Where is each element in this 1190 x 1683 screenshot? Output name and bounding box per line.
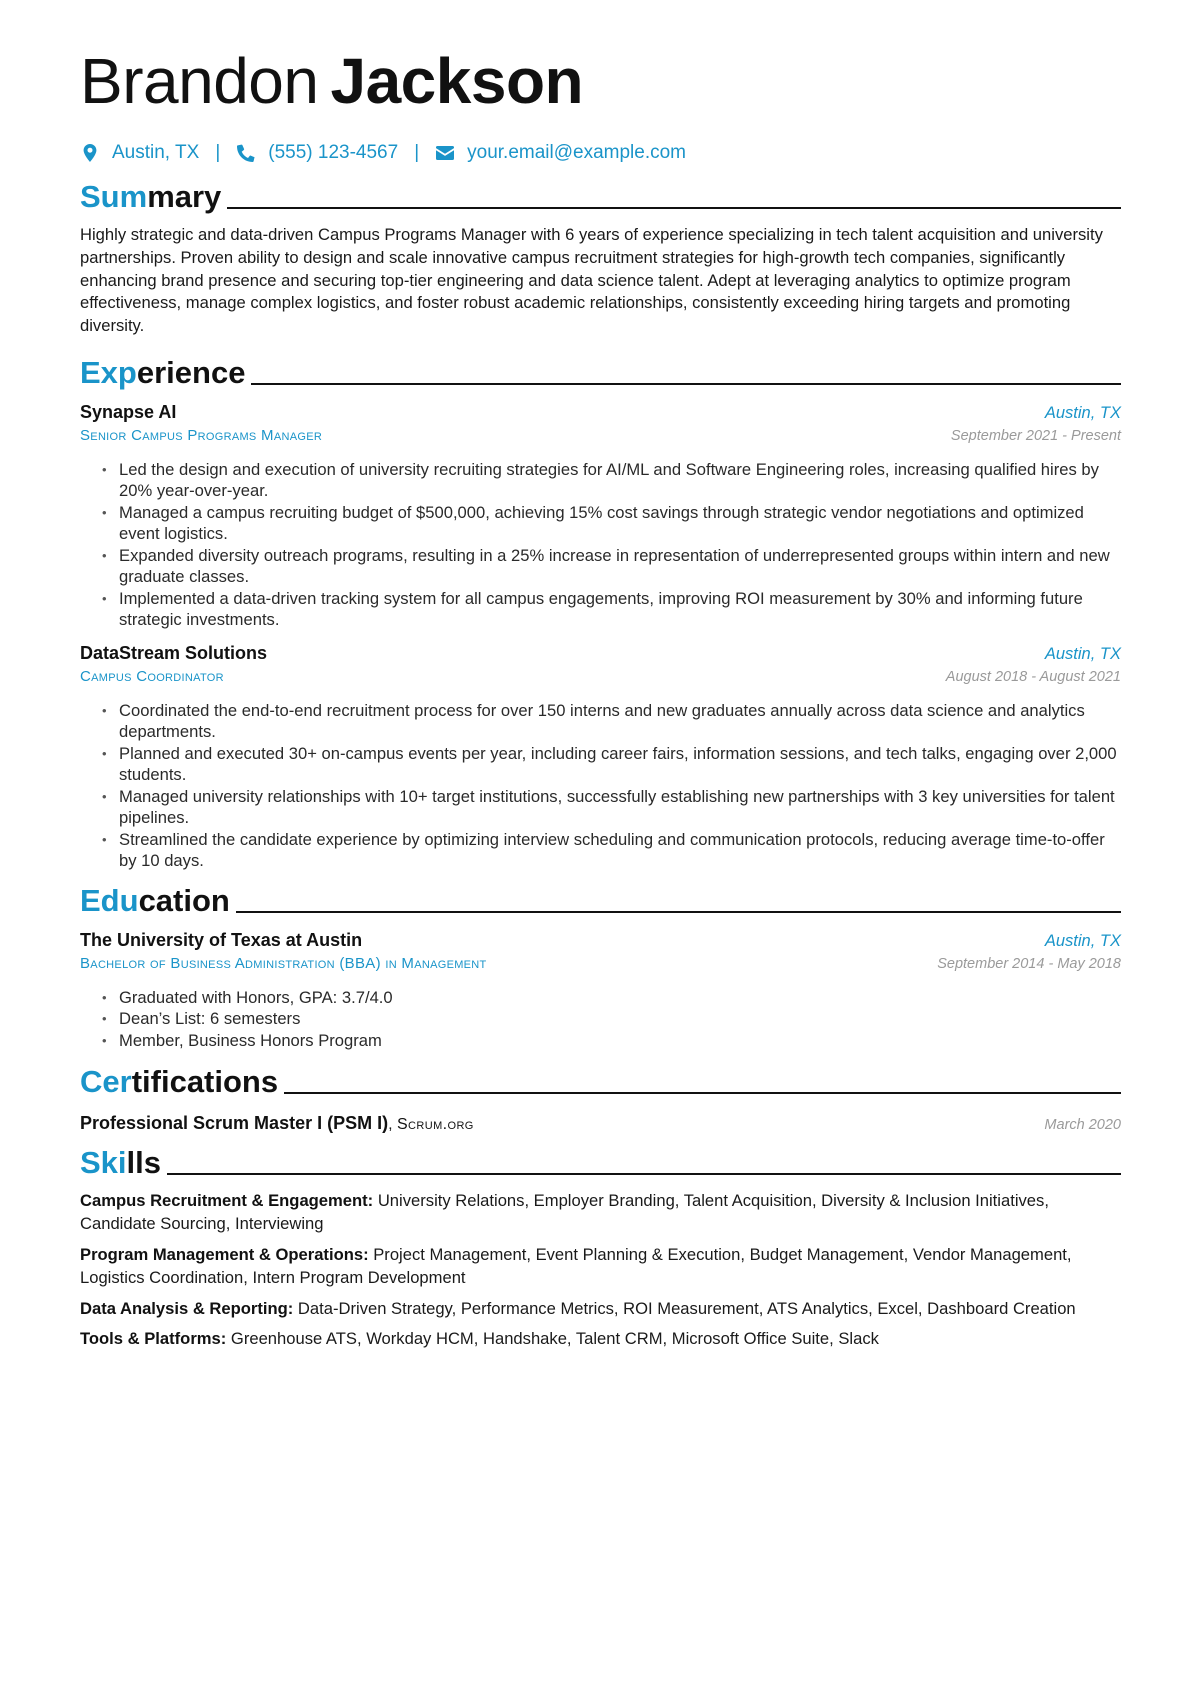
- education-details-list: [80, 987, 1121, 1052]
- list-item: • Expanded diversity outreach programs, resulting in a 25% increase in representation of underrepresented groups within intern and new graduate classes.: [80, 545, 1121, 588]
- phone-text[interactable]: (555) 123-4567: [268, 142, 399, 163]
- contact-separator: |: [215, 142, 221, 163]
- school-name: The University of Texas at Austin: [80, 929, 363, 950]
- section-rule: [167, 1173, 1121, 1175]
- resume-page: [80, 38, 1121, 1351]
- entry-location: Austin, TX: [1044, 403, 1121, 422]
- section-title-accent: Cer: [80, 1064, 132, 1100]
- entry-subheader: [80, 425, 1121, 447]
- contact-line: [80, 138, 1121, 168]
- experience-entry: [80, 400, 1121, 631]
- skill-category: Tools & Platforms:: [80, 1329, 227, 1349]
- skill-group: [80, 1190, 1121, 1236]
- list-item: • Led the design and execution of university recruiting strategies for AI/ML and Software Engineering roles, increasing qualified hires by 20% year-over-year.: [80, 459, 1121, 502]
- section-title-accent: Ski: [80, 1145, 127, 1181]
- list-item: • Implemented a data-driven tracking system for all campus engagements, improving ROI measurement by 30% and informing future strategic investments.: [80, 588, 1121, 631]
- summary-text: Highly strategic and data-driven Campus Programs Manager with 6 years of experience specializing in tech talent acquisition and university partnerships. Proven ability to design and scale innovative campus recruitment strategies for high-growth tech companies, significantly enhancing brand presence and securing top-tier engineering and data science talent. Adept at leveraging analytics to optimize program effectiveness, manage complex logistics, and foster robust academic relationships, consistently exceeding hiring targets and promoting diversity.: [80, 225, 1103, 336]
- section-title: [80, 354, 245, 392]
- map-marker-icon: [80, 143, 100, 163]
- list-item: • Coordinated the end-to-end recruitment process for over 150 interns and new graduates annually across data science and analytics departments.: [80, 700, 1121, 743]
- list-item: • Graduated with Honors, GPA: 3.7/4.0: [80, 987, 1121, 1009]
- section-title: [80, 1063, 278, 1101]
- section-rule: [251, 383, 1121, 385]
- contact-email[interactable]: [435, 142, 686, 164]
- degree: Bachelor of Business Administration (BBA) in Management: [80, 954, 487, 972]
- envelope-icon: [435, 143, 455, 163]
- list-item: • Managed university relationships with 10+ target institutions, successfully establishing new partnerships with 3 key universities for talent pipelines.: [80, 786, 1121, 829]
- section-title: [80, 882, 230, 920]
- section-title-accent: Sum: [80, 179, 148, 214]
- skill-group: [80, 1298, 1121, 1321]
- skill-group: [80, 1244, 1121, 1290]
- contact-location: [80, 142, 199, 164]
- section-title: [80, 178, 221, 216]
- job-title: Senior Campus Programs Manager: [80, 426, 323, 444]
- section-rule: [284, 1092, 1121, 1094]
- section-title-rest: lls: [126, 1145, 161, 1181]
- certification-issuer: Scrum.org: [396, 1116, 474, 1134]
- section-title-accent: Exp: [80, 354, 137, 390]
- entry-dates: September 2014 - May 2018: [937, 955, 1121, 972]
- section-title-accent: Edu: [80, 882, 139, 918]
- list-item: • Member, Business Honors Program: [80, 1030, 1121, 1052]
- entry-header: [80, 641, 1121, 666]
- email-text[interactable]: your.email@example.com: [467, 142, 686, 163]
- skill-items: Project Management, Event Planning & Execution, Budget Management, Vendor Management, Logistics Coordination, Intern Program Development: [80, 1245, 1072, 1287]
- location-text: Austin, TX: [112, 142, 200, 163]
- education-entry: [80, 928, 1121, 1052]
- certification-date: March 2020: [1044, 1117, 1121, 1134]
- entry-dates: September 2021 - Present: [950, 427, 1121, 444]
- skill-category: Data Analysis & Reporting:: [80, 1298, 294, 1318]
- skill-items: Data-Driven Strategy, Performance Metrics, ROI Measurement, ATS Analytics, Excel, Dashboard Creation: [297, 1298, 1076, 1318]
- section-title-rest: erience: [136, 354, 246, 390]
- entry-location: Austin, TX: [1044, 644, 1121, 663]
- entry-subheader: [80, 666, 1121, 688]
- list-item: • Planned and executed 30+ on-campus events per year, including career fairs, information sessions, and tech talks, engaging over 2,000 students.: [80, 743, 1121, 786]
- section-summary: [80, 176, 1121, 216]
- experience-entry: [80, 641, 1121, 872]
- certification-title: Professional Scrum Master I (PSM I), Scrum.org: [80, 1113, 474, 1134]
- section-skills: [80, 1142, 1121, 1182]
- section-certifications: [80, 1061, 1121, 1101]
- skill-category: Campus Recruitment & Engagement:: [80, 1191, 374, 1211]
- entry-header: [80, 928, 1121, 953]
- entry-subheader: [80, 953, 1121, 975]
- skill-group: [80, 1328, 1121, 1351]
- entry-location: Austin, TX: [1044, 931, 1121, 950]
- job-title: Campus Coordinator: [80, 667, 224, 685]
- section-title-rest: cation: [138, 882, 230, 918]
- candidate-name: [80, 38, 1121, 124]
- section-rule: [227, 207, 1121, 209]
- skill-items: University Relations, Employer Branding, Talent Acquisition, Diversity & Inclusion Initiatives, Candidate Sourcing, Interviewing: [80, 1191, 1049, 1234]
- skill-items: Greenhouse ATS, Workday HCM, Handshake, Talent CRM, Microsoft Office Suite, Slack: [230, 1329, 879, 1349]
- contact-separator: |: [414, 142, 420, 163]
- entry-dates: August 2018 - August 2021: [945, 668, 1121, 685]
- section-title: [80, 1144, 161, 1182]
- list-item: • Dean’s List: 6 semesters: [80, 1008, 1121, 1030]
- first-name: Brandon: [80, 45, 319, 117]
- certification-name: Professional Scrum Master I (PSM I): [80, 1113, 389, 1134]
- certification-entry: [80, 1113, 1121, 1136]
- list-item: • Managed a campus recruiting budget of $500,000, achieving 15% cost savings through strategic vendor negotiations and optimized event logistics.: [80, 502, 1121, 545]
- phone-icon: [236, 143, 256, 163]
- achievement-list: [80, 700, 1121, 872]
- section-title-rest: mary: [147, 179, 222, 214]
- company-name: DataStream Solutions: [80, 642, 268, 663]
- contact-phone[interactable]: [236, 142, 398, 164]
- achievement-list: [80, 459, 1121, 631]
- section-title-rest: tifications: [131, 1064, 279, 1100]
- last-name: Jackson: [330, 45, 584, 117]
- section-rule: [236, 911, 1121, 913]
- skill-category: Program Management & Operations:: [80, 1245, 369, 1265]
- list-item: • Streamlined the candidate experience by optimizing interview scheduling and communication protocols, reducing average time-to-offer by 10 days.: [80, 829, 1121, 872]
- company-name: Synapse AI: [80, 401, 177, 422]
- section-experience: [80, 352, 1121, 392]
- section-education: [80, 880, 1121, 920]
- entry-header: [80, 400, 1121, 425]
